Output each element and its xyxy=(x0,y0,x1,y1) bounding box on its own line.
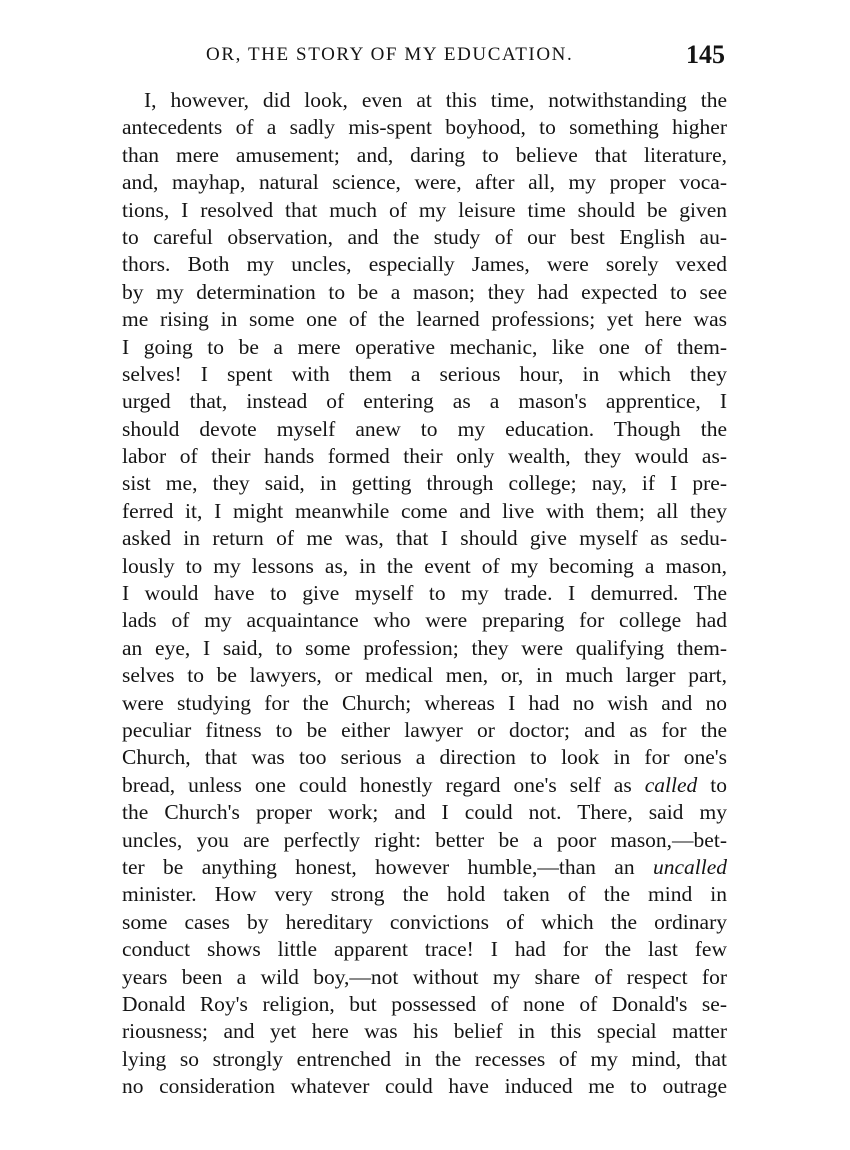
text-segment: ter be anything honest, however humble,—than an xyxy=(122,854,635,879)
text-line: thors. Both my uncles, especially James, were sorely vexed xyxy=(122,252,727,277)
text-line: should devote myself anew to my education. Though the xyxy=(122,416,727,441)
text-line: ferred it, I might meanwhile come and live with them; all they xyxy=(122,498,727,523)
text-line: and, mayhap, natural science, were, after all, my proper voca- xyxy=(122,170,727,195)
running-title: OR, THE STORY OF MY EDUCATION. xyxy=(206,44,574,65)
text-line: tions, I resolved that much of my leisure time should be given xyxy=(122,197,727,222)
text-line: Donald Roy's religion, but possessed of none of Donald's se- xyxy=(122,991,727,1016)
text-line: sist me, they said, in getting through college; nay, if I pre- xyxy=(122,471,727,496)
text-line: lying so strongly entrenched in the recesses of my mind, that xyxy=(122,1046,727,1071)
text-line-with-italic xyxy=(122,854,727,881)
page-number: 145 xyxy=(686,40,725,69)
text-line: an eye, I said, to some profession; they were qualifying them- xyxy=(122,635,727,660)
text-line: lously to my lessons as, in the event of my becoming a mason, xyxy=(122,553,727,578)
text-line: lads of my acquaintance who were preparing for college had xyxy=(122,608,727,633)
text-line-with-italic xyxy=(122,772,727,799)
text-line: the Church's proper work; and I could not. There, said my xyxy=(122,800,727,825)
text-segment: to xyxy=(697,772,727,797)
text-line: labor of their hands formed their only wealth, they would as- xyxy=(122,444,727,469)
text-line: I, however, did look, even at this time, notwithstanding the xyxy=(144,88,727,112)
text-line: me rising in some one of the learned professions; yet here was xyxy=(122,307,727,332)
body-paragraph xyxy=(122,87,727,1100)
text-line: no consideration whatever could have induced me to outrage xyxy=(122,1074,727,1099)
text-line: selves to be lawyers, or medical men, or, in much larger part, xyxy=(122,663,727,688)
text-line: urged that, instead of entering as a mason's apprentice, I xyxy=(122,389,727,414)
text-line: selves! I spent with them a serious hour, in which they xyxy=(122,361,727,386)
running-head xyxy=(122,42,727,72)
text-line: than mere amusement; and, daring to believe that literature, xyxy=(122,142,727,167)
text-line: peculiar fitness to be either lawyer or doctor; and as for the xyxy=(122,717,727,742)
text-line: conduct shows little apparent trace! I had for the last few xyxy=(122,937,727,962)
text-line: were studying for the Church; whereas I had no wish and no xyxy=(122,690,727,715)
text-segment: bread, unless one could honestly regard one's self as xyxy=(122,772,632,797)
italic-word: uncalled xyxy=(652,854,728,879)
text-line: years been a wild boy,—not without my share of respect for xyxy=(122,964,727,989)
text-line: asked in return of me was, that I should give myself as sedu- xyxy=(122,526,727,551)
text-line: some cases by hereditary convictions of which the ordinary xyxy=(122,909,727,934)
text-line: Church, that was too serious a direction to look in for one's xyxy=(122,745,727,770)
text-line: I would have to give myself to my trade. I demurred. The xyxy=(122,581,727,606)
text-line: riousness; and yet here was his belief in this special matter xyxy=(122,1019,727,1044)
text-line: by my determination to be a mason; they had expected to see xyxy=(122,279,727,304)
text-line: minister. How very strong the hold taken of the mind in xyxy=(122,882,727,907)
text-line: I going to be a mere operative mechanic, like one of them- xyxy=(122,334,727,359)
italic-word: called xyxy=(644,772,698,797)
text-line: antecedents of a sadly mis-spent boyhood, to something higher xyxy=(122,115,727,140)
text-line: to careful observation, and the study of our best English au- xyxy=(122,224,727,249)
text-line: uncles, you are perfectly right: better be a poor mason,—bet- xyxy=(122,827,727,852)
